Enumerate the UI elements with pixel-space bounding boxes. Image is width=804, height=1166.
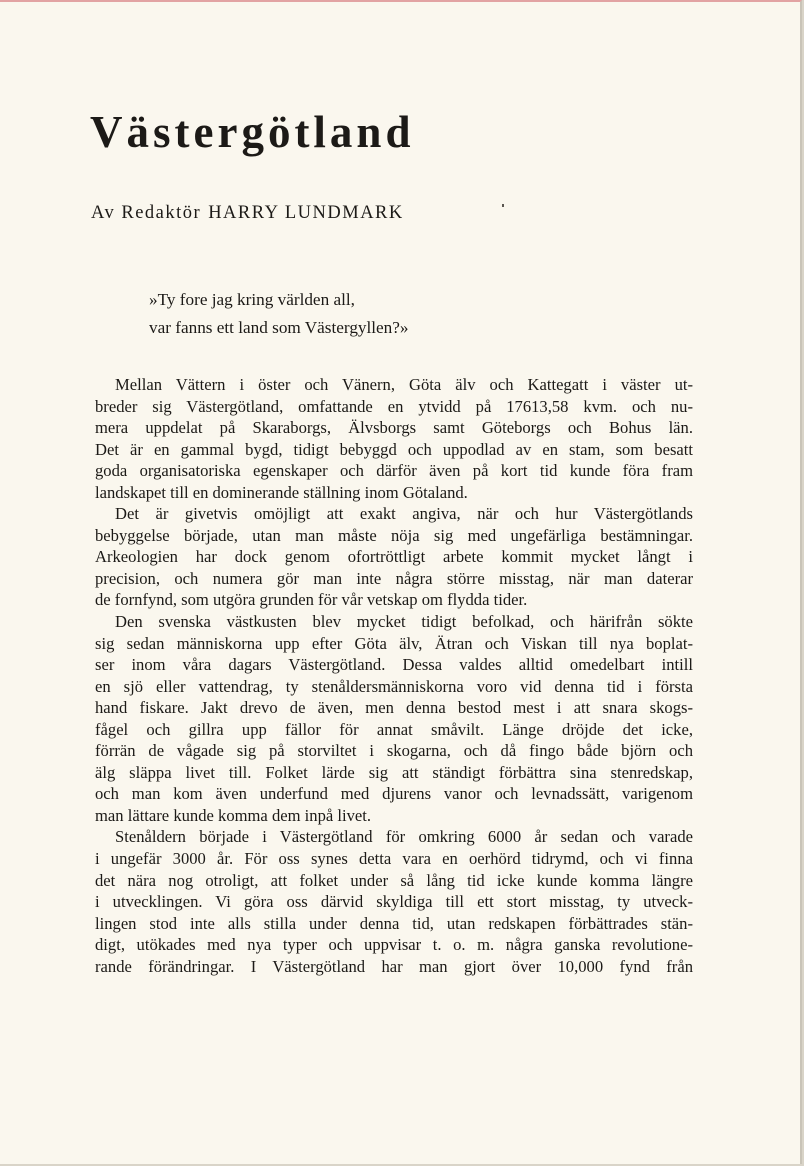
text-line: Mellan Vättern i öster och Vänern, Göta älv och Kattegatt i väster ut- bbox=[115, 375, 693, 394]
text-line: bebyggelse började, utan man måste nöja sig med ungefärliga bestämningar. bbox=[95, 525, 693, 545]
text-line: i utvecklingen. Vi göra oss därvid skyldiga till ett stort misstag, ty utveck- bbox=[95, 892, 693, 912]
article-body bbox=[95, 374, 693, 977]
text-line: breder sig Västergötland, omfattande en ytvidd på 17613,58 kvm. och nu- bbox=[95, 396, 693, 416]
text-line: man lättare kunde komma dem inpå livet. bbox=[95, 805, 372, 825]
paragraph bbox=[95, 503, 693, 611]
text-line: Det är givetvis omöjligt att exakt angiva, när och hur Västergötlands bbox=[115, 504, 693, 524]
text-line: mera uppdelat på Skaraborgs, Älvsborgs samt Göteborgs och Bohus län. bbox=[95, 418, 693, 438]
paragraph bbox=[95, 826, 693, 977]
text-line: en sjö eller vattendrag, ty stenåldersmänniskorna voro vid denna tid i första bbox=[95, 676, 693, 696]
text-line: digt, utökades med nya typer och uppvisar t. o. m. några ganska revolutione- bbox=[95, 935, 693, 955]
epigraph bbox=[149, 286, 409, 342]
print-speck bbox=[502, 204, 504, 207]
text-line: ser inom våra dagars Västergötland. Dessa valdes alltid omedelbart intill bbox=[95, 655, 693, 675]
text-line: landskapet till en dominerande ställning inom Götaland. bbox=[95, 482, 468, 502]
epigraph-line: var fanns ett land som Västergyllen?» bbox=[149, 318, 409, 337]
text-line: älg släppa livet till. Folket lärde sig att ständigt förbättra sina stenredskap, bbox=[95, 762, 693, 782]
text-line: i ungefär 3000 år. För oss synes detta vara en oerhörd tidrymd, och vi finna bbox=[95, 849, 693, 869]
paragraph bbox=[95, 374, 693, 503]
text-line: Arkeologien har dock genom ofortröttligt arbete kommit mycket långt i bbox=[95, 547, 693, 567]
paragraph bbox=[95, 611, 693, 826]
text-line: Den svenska västkusten blev mycket tidigt befolkad, och härifrån sökte bbox=[115, 612, 693, 632]
text-line: förrän de vågade sig på storviltet i skogarna, och då fingo både björn och bbox=[95, 741, 693, 761]
document-title: Västergötland bbox=[90, 107, 415, 157]
text-line: Det är en gammal bygd, tidigt bebyggd och uppodlad av en stam, som besatt bbox=[95, 439, 693, 459]
byline bbox=[91, 203, 404, 224]
text-line: det nära nog otroligt, att folket under så lång tid icke kunde komma längre bbox=[95, 870, 693, 890]
text-line: sig sedan människorna upp efter Göta älv, Ätran och Viskan till nya boplat- bbox=[95, 633, 693, 653]
text-line: och man kom även underfund med djurens vanor och levnadssätt, varigenom bbox=[95, 784, 693, 804]
text-line: Stenåldern började i Västergötland för omkring 6000 år sedan och varade bbox=[115, 827, 693, 847]
text-line: rande förändringar. I Västergötland har man gjort över 10,000 fynd från bbox=[95, 956, 693, 976]
text-line: hand fiskare. Jakt drevo de även, men denna bestod mest i att snara skogs- bbox=[95, 698, 693, 718]
text-line: precision, och numera gör man inte några större misstag, när man daterar bbox=[95, 568, 693, 588]
text-line: de fornfynd, som utgöra grunden för vår vetskap om flydda tider. bbox=[95, 590, 528, 610]
author-name: HARRY LUNDMARK bbox=[208, 203, 404, 223]
epigraph-line: »Ty fore jag kring världen all, bbox=[149, 290, 355, 309]
text-line: fågel och gillra upp fällor för annat småvilt. Länge dröjde det icke, bbox=[95, 719, 693, 739]
byline-prefix: Av Redaktör bbox=[91, 203, 202, 223]
text-line: lingen stod inte alls stilla under denna tid, utan redskapen förbättrades stän- bbox=[95, 913, 693, 933]
text-line: goda organisatoriska egenskaper och därför även på kort tid kunde föra fram bbox=[95, 461, 693, 481]
